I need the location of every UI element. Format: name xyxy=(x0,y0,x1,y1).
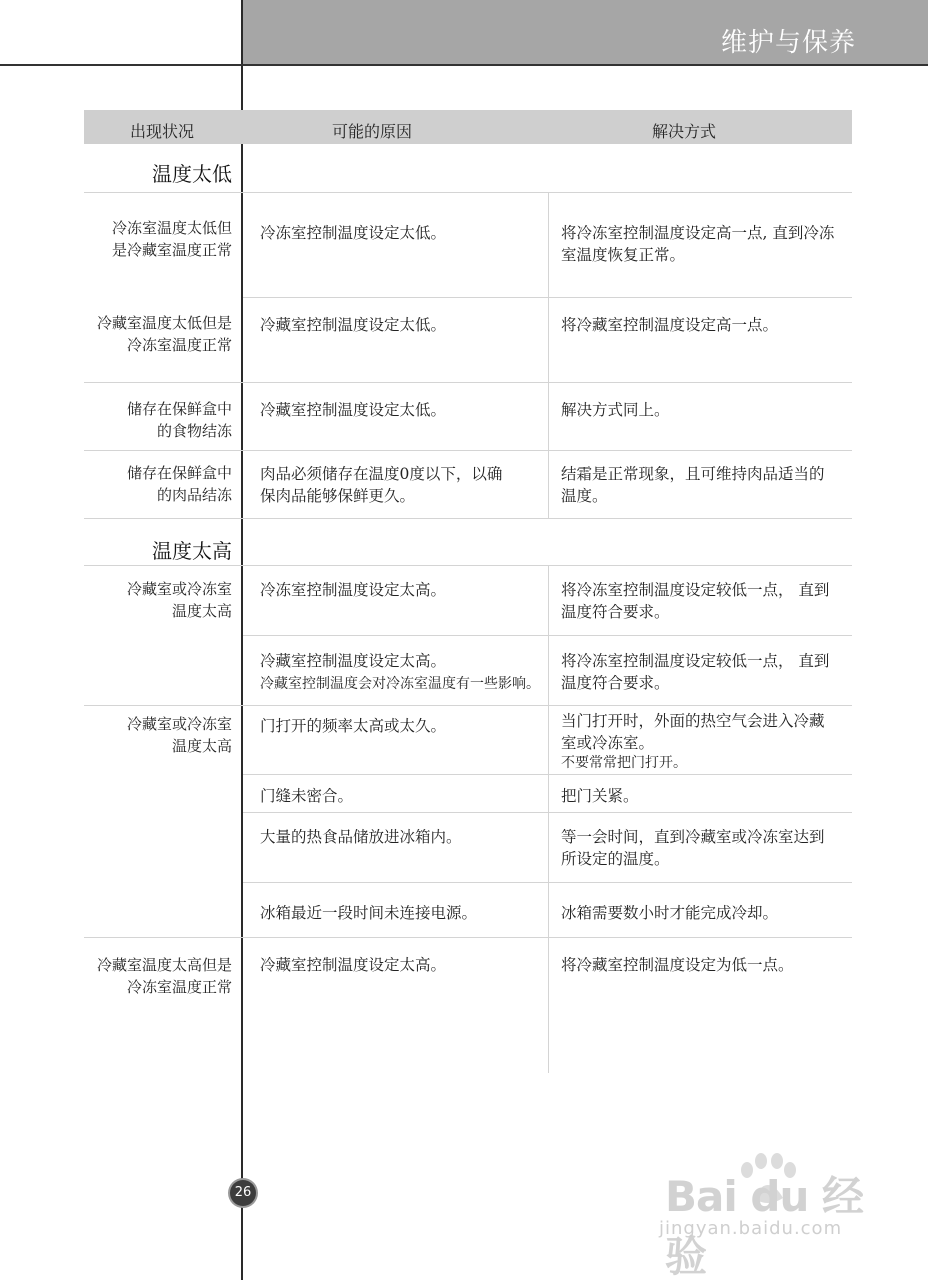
solution-cell: 把门关紧。 xyxy=(561,787,639,805)
row-divider xyxy=(84,382,852,383)
cause-cell: 冰箱最近一段时间未连接电源。 xyxy=(260,904,478,922)
condition-cell: 冷藏室温度太高但是 冷冻室温度正常 xyxy=(96,956,232,996)
watermark-url: jingyan.baidu.com xyxy=(659,1218,843,1239)
row-divider xyxy=(84,937,852,938)
section-title-low: 温度太低 xyxy=(152,162,232,186)
solution-cell: 解决方式同上。 xyxy=(561,401,670,419)
cause-cell: 门打开的频率太高或太久。 xyxy=(260,717,447,735)
condition-cell: 储存在保鲜盒中 的肉品结冻 xyxy=(126,464,232,504)
column-header-condition: 出现状况 xyxy=(130,122,195,141)
row-divider xyxy=(243,812,852,813)
row-divider xyxy=(84,565,852,566)
cause-cell: 冷藏室控制温度设定太高。 xyxy=(260,652,447,670)
watermark-logo-text: Bai du 经验 xyxy=(665,1172,863,1281)
row-divider xyxy=(243,774,852,775)
solution-cell: 结霜是正常现象，且可维持肉品适当的 温度。 xyxy=(561,465,825,505)
row-divider xyxy=(84,192,852,193)
table-header xyxy=(84,110,852,144)
header-bar xyxy=(243,0,928,64)
section-title-high: 温度太高 xyxy=(152,539,232,563)
column-divider xyxy=(548,193,549,518)
cause-cell: 冷藏室控制温度设定太低。 xyxy=(260,401,447,419)
solution-cell: 等一会时间，直到冷藏室或冷冻室达到 所设定的温度。 xyxy=(561,828,825,868)
row-divider xyxy=(243,297,852,298)
row-divider xyxy=(243,635,852,636)
solution-cell: 将冷冻室控制温度设定较低一点， 直到 温度符合要求。 xyxy=(561,581,830,621)
row-divider xyxy=(84,450,852,451)
cause-cell: 冷冻室控制温度设定太高。 xyxy=(260,581,447,599)
column-divider xyxy=(548,566,549,1073)
cause-cell: 肉品必须储存在温度0度以下，以确 保肉品能够保鲜更久。 xyxy=(260,465,503,505)
solution-cell: 冰箱需要数小时才能完成冷却。 xyxy=(561,904,779,922)
solution-cell: 当门打开时，外面的热空气会进入冷藏 室或冷冻室。 xyxy=(561,712,825,752)
header-rule xyxy=(0,64,928,66)
condition-cell: 储存在保鲜盒中 的食物结冻 xyxy=(126,400,232,440)
column-header-cause: 可能的原因 xyxy=(332,122,413,141)
condition-cell: 冷冻室温度太低但 是冷藏室温度正常 xyxy=(111,219,232,259)
solution-cell: 将冷藏室控制温度设定为低一点。 xyxy=(561,956,794,974)
solution-cell: 将冷冻室控制温度设定高一点, 直到冷冻 室温度恢复正常。 xyxy=(561,224,835,264)
condition-cell: 冷藏室或冷冻室 温度太高 xyxy=(126,715,232,755)
solution-note: 不要常常把门打开。 xyxy=(561,755,687,771)
page-title: 维护与保养 xyxy=(720,28,856,58)
row-divider xyxy=(84,705,852,706)
row-divider xyxy=(84,518,852,519)
page-number-badge: 26 xyxy=(230,1180,256,1206)
cause-cell: 冷冻室控制温度设定太低。 xyxy=(260,224,447,242)
condition-cell: 冷藏室温度太低但是 冷冻室温度正常 xyxy=(96,314,232,354)
cause-cell: 冷藏室控制温度设定太低。 xyxy=(260,316,447,334)
column-header-solution: 解决方式 xyxy=(652,122,717,141)
solution-cell: 将冷冻室控制温度设定较低一点， 直到 温度符合要求。 xyxy=(561,652,830,692)
cause-cell: 大量的热食品储放进冰箱内。 xyxy=(260,828,462,846)
cause-cell: 门缝未密合。 xyxy=(260,787,354,805)
condition-cell: 冷藏室或冷冻室 温度太高 xyxy=(126,580,232,620)
cause-note: 冷藏室控制温度会对冷冻室温度有一些影响。 xyxy=(260,676,540,692)
cause-cell: 冷藏室控制温度设定太高。 xyxy=(260,956,447,974)
solution-cell: 将冷藏室控制温度设定高一点。 xyxy=(561,316,779,334)
row-divider xyxy=(243,882,852,883)
baidu-watermark xyxy=(655,1150,895,1281)
